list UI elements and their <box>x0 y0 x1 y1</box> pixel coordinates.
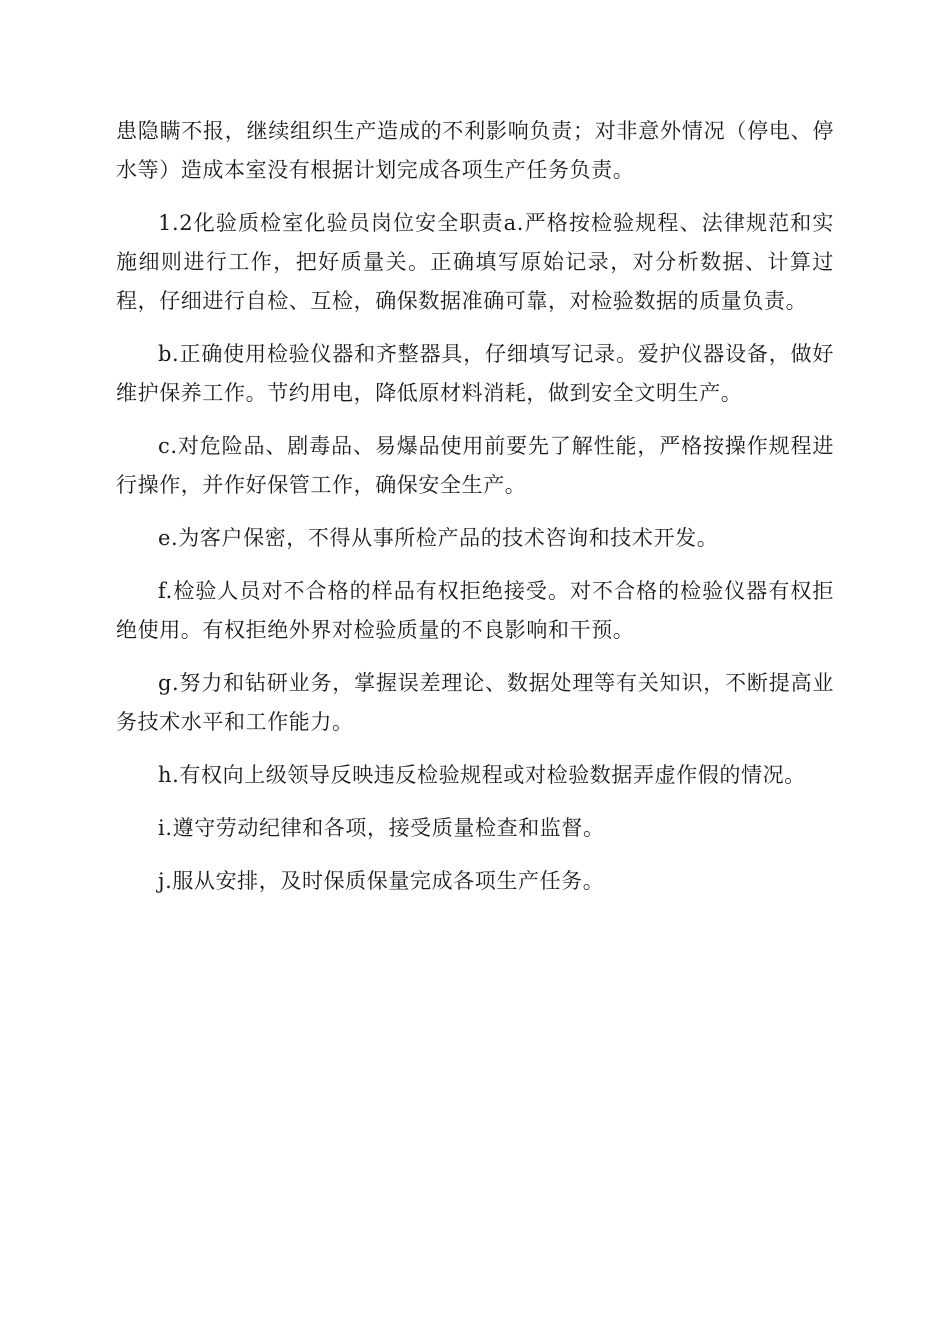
paragraph-item-h: h.有权向上级领导反映违反检验规程或对检验数据弄虚作假的情况。 <box>158 763 806 787</box>
paragraph-item-g: g.努力和钻研业务，掌握误差理论、数据处理等有关知识，不断提高业务技术水平和工作能力。 <box>116 671 834 734</box>
paragraph-item-b: b.正确使用检验仪器和齐整器具，仔细填写记录。爱护仪器设备，做好维护保养工作。节约用电，降低原材料消耗，做到安全文明生产。 <box>116 342 834 405</box>
paragraph-continuation: 患隐瞒不报，继续组织生产造成的不利影响负责；对非意外情况（停电、停水等）造成本室没有根据计划完成各项生产任务负责。 <box>116 119 834 182</box>
paragraph-item-i: i.遵守劳动纪律和各项，接受质量检查和监督。 <box>158 816 605 840</box>
paragraph-item-j: j.服从安排，及时保质保量完成各项生产任务。 <box>158 869 605 893</box>
paragraph-item-e: e.为客户保密，不得从事所检产品的技术咨询和技术开发。 <box>158 526 719 550</box>
document-body <box>116 112 834 915</box>
paragraph-item-c: c.对危险品、剧毒品、易爆品使用前要先了解性能，严格按操作规程进行操作，并作好保管工作，确保安全生产。 <box>116 434 834 497</box>
paragraph-item-f: f.检验人员对不合格的样品有权拒绝接受。对不合格的检验仪器有权拒绝使用。有权拒绝外界对检验质量的不良影响和干预。 <box>116 579 834 642</box>
paragraph-section-1-2: 1.2化验质检室化验员岗位安全职责a.严格按检验规程、法律规范和实施细则进行工作，把好质量关。正确填写原始记录，对分析数据、计算过程，仔细进行自检、互检，确保数据准确可靠，对检验数据的质量负责。 <box>116 211 834 313</box>
